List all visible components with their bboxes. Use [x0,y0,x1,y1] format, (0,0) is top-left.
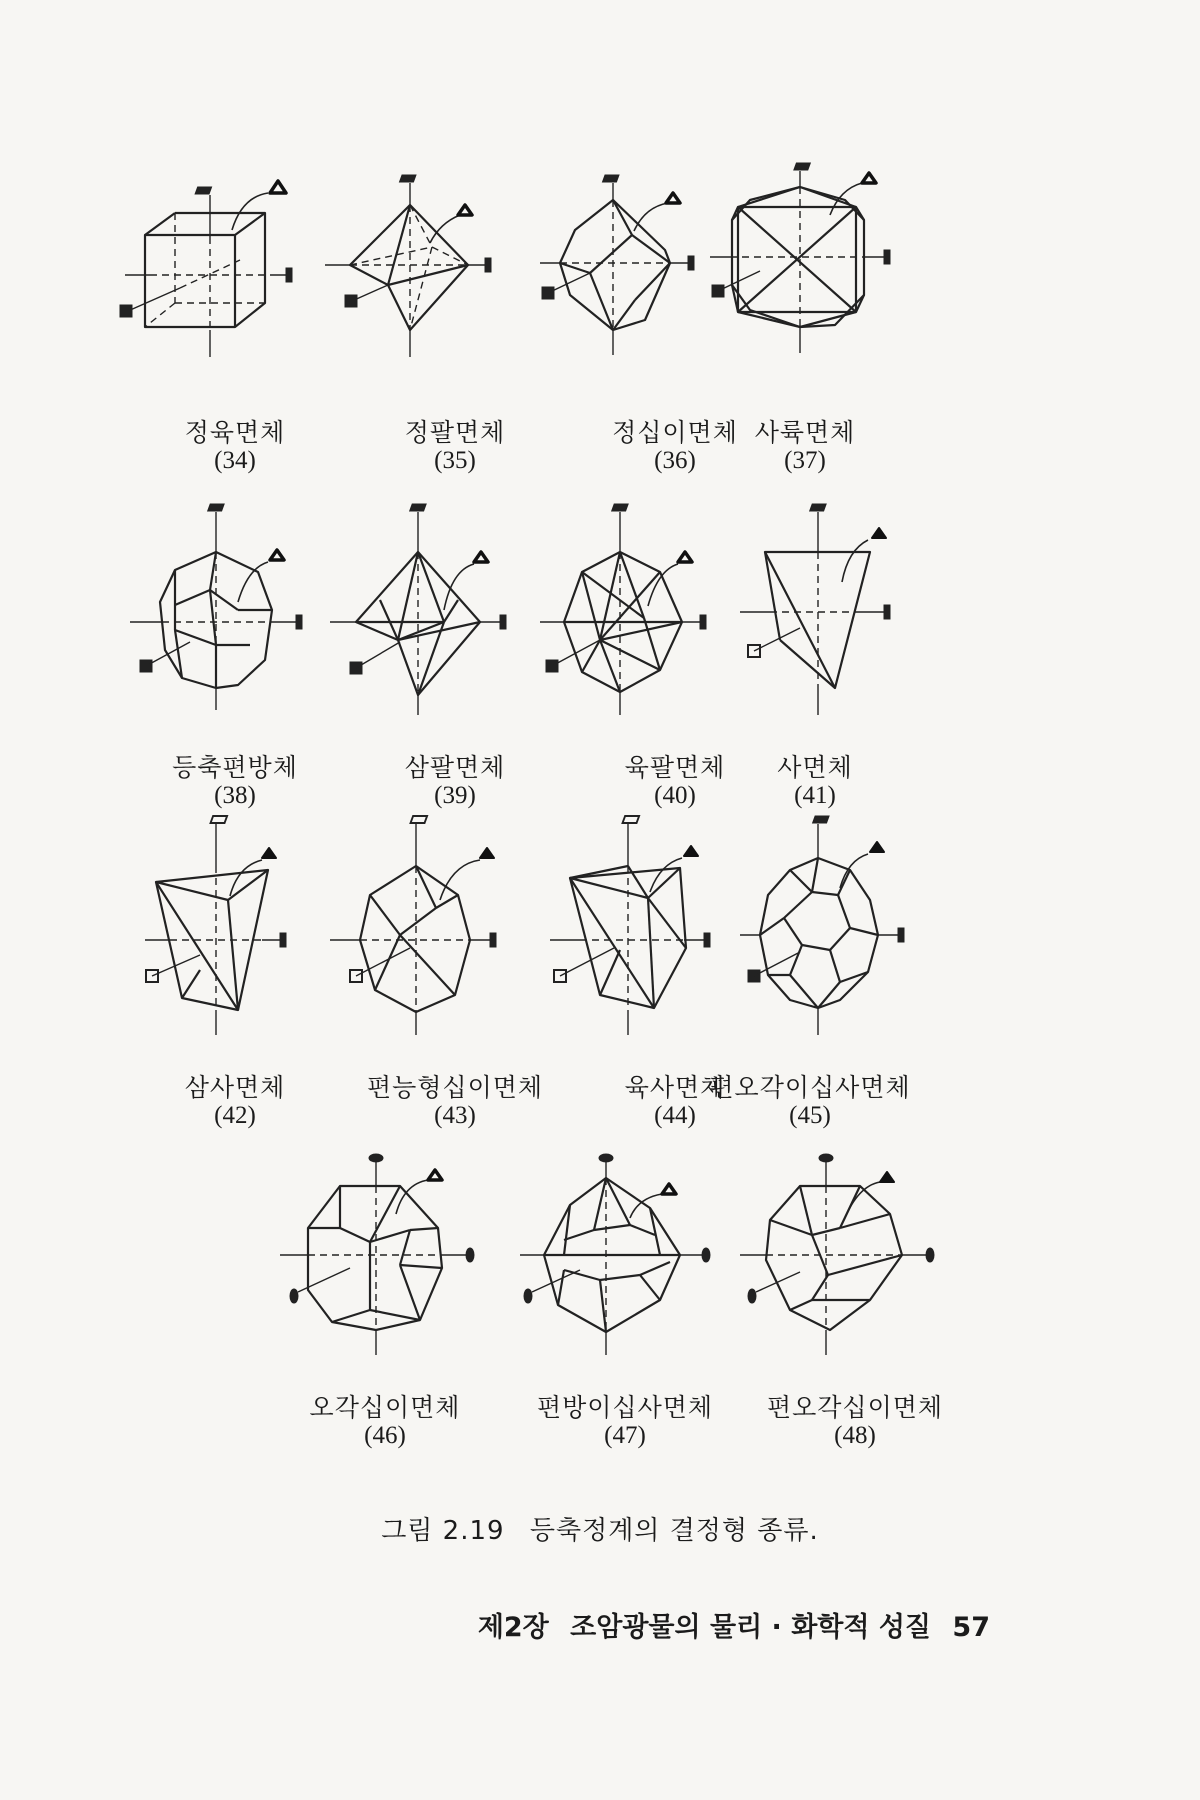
figure-number: (43) [434,1102,476,1129]
figure-number: (41) [794,782,836,809]
figure-number: (39) [434,782,476,809]
figure-name: 편오각이십사면체 [709,1073,911,1102]
figure-number: (45) [789,1102,831,1129]
figure-number: (37) [784,447,826,474]
figure-name: 편오각십이면체 [766,1393,944,1422]
tetartoid-drawing [790,830,1020,1060]
dodecahedron-drawing [560,175,790,405]
figure-35-octahedron [340,175,570,505]
figure-41-tetrahedron [777,510,1020,840]
page-number: 57 [952,1612,990,1643]
figure-43-deltoid-dodecahedron [340,830,570,1160]
trisoctahedron-drawing [340,510,570,740]
cube-drawing [120,175,350,405]
figure-name: 육사면체 [624,1073,726,1102]
trapezohedron-drawing [120,510,350,740]
figure-name: 삼팔면체 [404,753,506,782]
figure-38-trapezohedron [120,510,350,840]
figure-name: 사륙면체 [754,418,856,447]
figure-name: 육팔면체 [624,753,726,782]
figure-name: 오각십이면체 [309,1393,461,1422]
caption-label: 그림 2.19 [381,1516,505,1546]
hexoctahedron-drawing [560,510,790,740]
figure-name: 정팔면체 [404,418,506,447]
figure-name: 편방이십사면체 [536,1393,714,1422]
tristetrahedron-drawing [120,830,350,1060]
footer-chapter: 제2장 [477,1612,549,1643]
figure-number: (48) [834,1422,876,1449]
figure-39-trisoctahedron [340,510,570,840]
hextetrahedron-drawing [560,830,790,1060]
figure-caption [0,1510,1200,1547]
figure-45-tetartoid [709,830,1020,1160]
figure-number: (47) [604,1422,646,1449]
figure-37-tetrahexahedron [754,175,1020,505]
figure-number: (35) [434,447,476,474]
figure-34-cube [120,175,350,505]
page-footer [466,1605,990,1644]
caption-text: 등축정계의 결정형 종류. [529,1516,819,1546]
diploid-drawing [510,1150,740,1380]
tetrahedron-drawing [790,510,1020,740]
deltoid-dodecahedron-drawing [340,830,570,1060]
figure-number: (42) [214,1102,256,1129]
figure-number: (38) [214,782,256,809]
tetrahexahedron-drawing [790,175,1020,405]
figure-47-diploid [510,1150,740,1480]
figure-46-pyritohedron [270,1150,500,1480]
figure-48-tetartoid-pentagonal [740,1150,970,1480]
figure-number: (36) [654,447,696,474]
pyritohedron-drawing [270,1150,500,1380]
figure-number: (34) [214,447,256,474]
figure-name: 사면체 [777,753,853,782]
pentagonal-dodecahedron-drawing [740,1150,970,1380]
figure-number: (40) [654,782,696,809]
figure-name: 정육면체 [184,418,286,447]
figure-name: 등축편방체 [172,753,298,782]
figure-name: 삼사면체 [184,1073,286,1102]
figure-name: 정십이면체 [612,418,738,447]
footer-title: 조암광물의 물리 · 화학적 성질 [570,1612,932,1643]
figure-number: (46) [364,1422,406,1449]
figure-name: 편능형십이면체 [366,1073,544,1102]
octahedron-drawing [340,175,570,405]
figure-number: (44) [654,1102,696,1129]
figure-42-tristetrahedron [120,830,350,1160]
